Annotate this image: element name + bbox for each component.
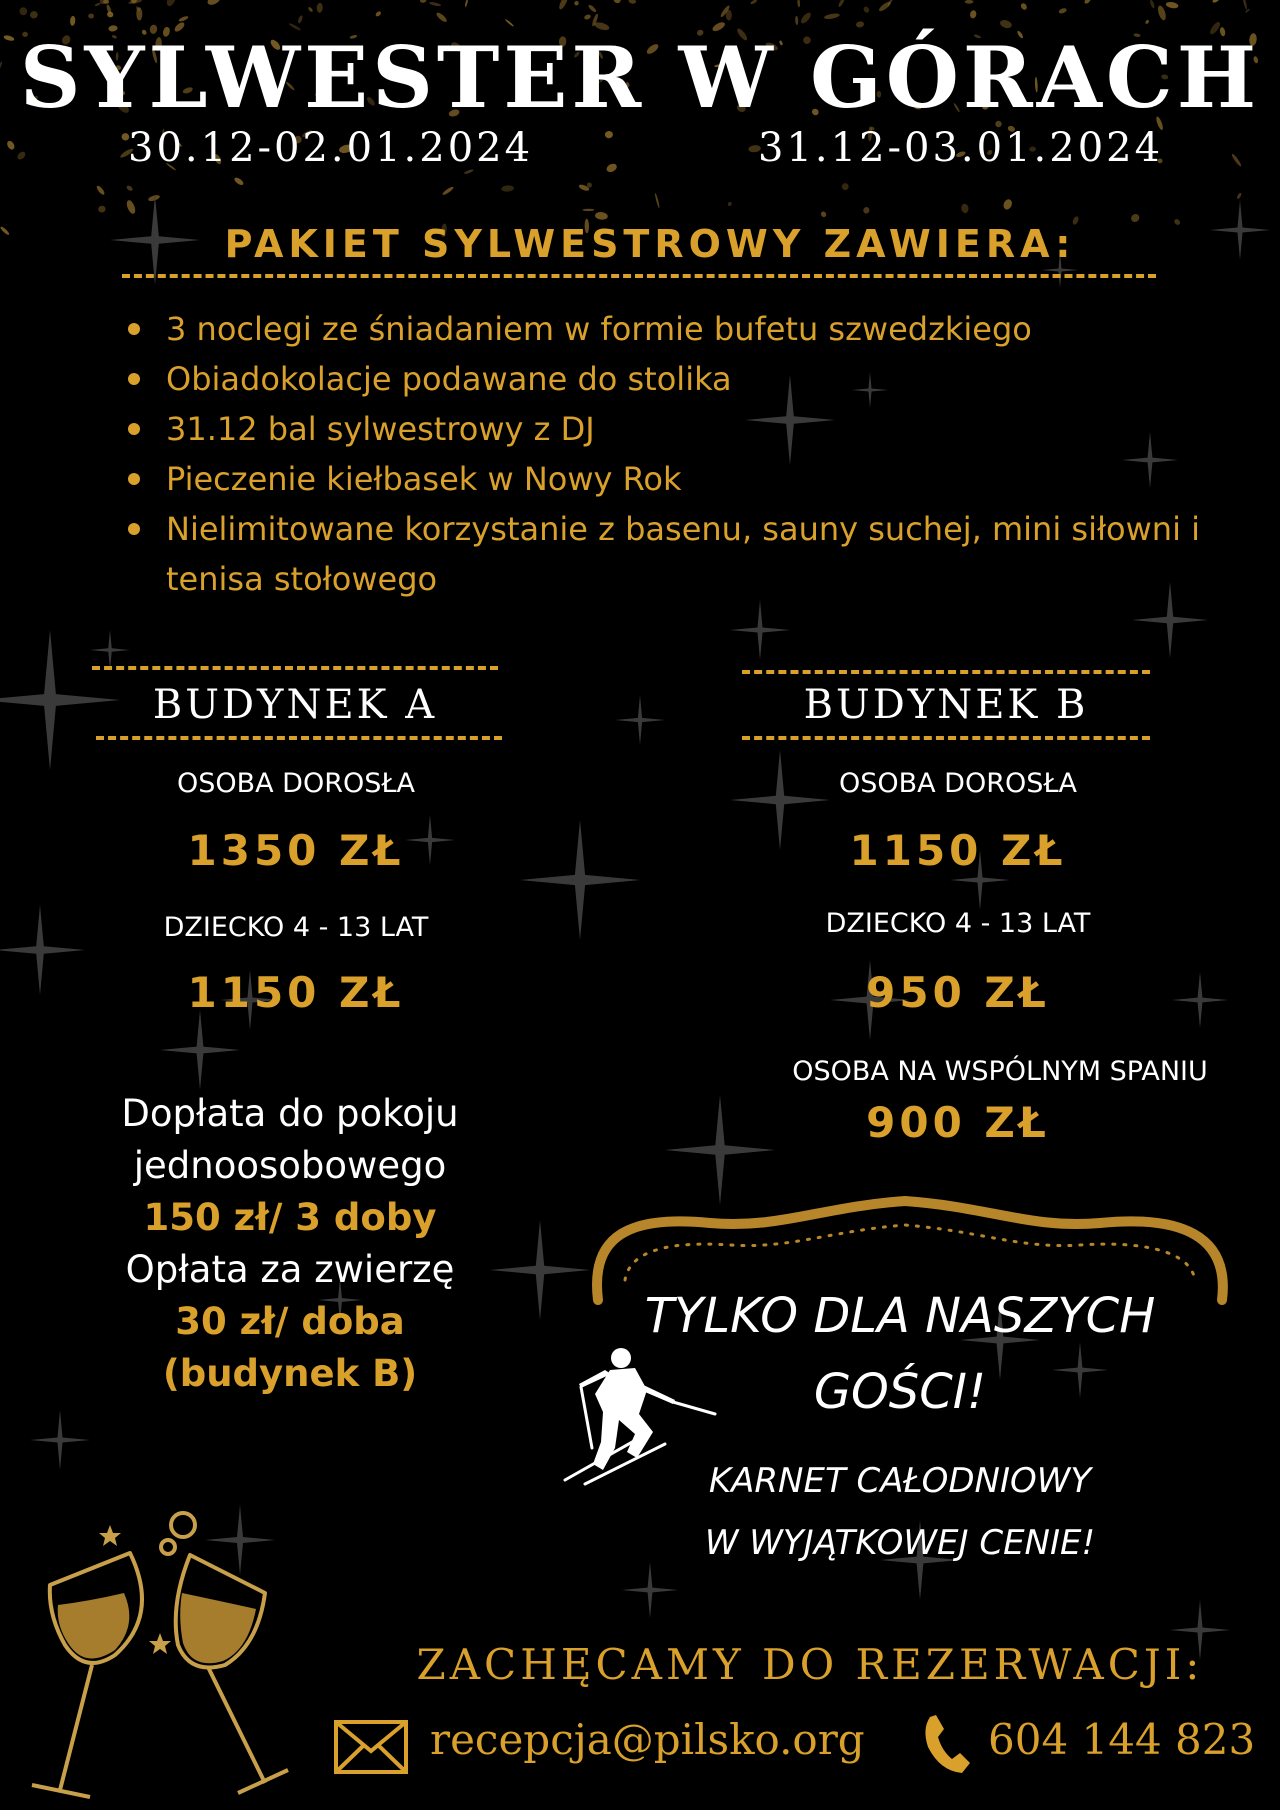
divider bbox=[122, 274, 1156, 278]
confetti-piece bbox=[95, 185, 105, 196]
list-item: Nielimitowane korzystanie z basenu, sauny suchej, mini siłowni i tenisa stołowego bbox=[128, 504, 1258, 604]
date-range-right: 31.12-03.01.2024 bbox=[758, 125, 1164, 171]
confetti-piece bbox=[128, 0, 142, 5]
confetti-piece bbox=[88, 13, 94, 18]
confetti-piece bbox=[838, 0, 846, 8]
confetti-piece bbox=[16, 150, 27, 161]
list-item: 31.12 bal sylwestrowy z DJ bbox=[128, 404, 1258, 454]
pet-fee-note: (budynek B) bbox=[162, 1352, 418, 1395]
confetti-piece bbox=[29, 11, 38, 20]
confetti-piece bbox=[824, 12, 840, 19]
confetti-piece bbox=[582, 209, 594, 211]
confetti-piece bbox=[727, 201, 732, 206]
divider bbox=[742, 670, 1150, 674]
confetti-piece bbox=[969, 10, 977, 19]
confetti-piece bbox=[960, 203, 969, 214]
confetti-piece bbox=[435, 11, 448, 23]
bullet bbox=[128, 523, 140, 535]
confetti-piece bbox=[1020, 2, 1028, 11]
confetti-piece bbox=[856, 21, 865, 28]
confetti-piece bbox=[505, 19, 515, 28]
star-icon bbox=[520, 820, 640, 940]
building-b-adult-label: OSOBA DOROSŁA bbox=[838, 768, 1078, 799]
confetti-piece bbox=[297, 15, 303, 24]
confetti-piece bbox=[863, 207, 870, 214]
divider bbox=[96, 736, 502, 740]
confetti-piece bbox=[797, 0, 800, 7]
surcharges bbox=[60, 1088, 520, 1400]
confetti-piece bbox=[1245, 8, 1250, 13]
confetti-piece bbox=[178, 15, 189, 22]
list-item: Pieczenie kiełbasek w Nowy Rok bbox=[128, 454, 1258, 504]
star-icon bbox=[30, 1410, 90, 1470]
confetti-piece bbox=[165, 0, 177, 8]
building-b-adult-price: 1150 ZŁ bbox=[849, 826, 1067, 875]
confetti-piece bbox=[464, 0, 468, 7]
skier-icon bbox=[555, 1340, 725, 1490]
confetti-piece bbox=[1156, 5, 1167, 21]
confetti-piece bbox=[6, 140, 16, 151]
confetti-piece bbox=[795, 16, 798, 26]
bullet bbox=[128, 323, 140, 335]
building-b-shared-price: 900 ZŁ bbox=[866, 1098, 1050, 1147]
confetti-piece bbox=[573, 0, 579, 6]
phone-link[interactable]: 604 144 823 bbox=[988, 1715, 1256, 1764]
confetti-piece bbox=[106, 11, 114, 18]
star-icon bbox=[730, 600, 790, 660]
star-icon bbox=[615, 695, 665, 745]
building-a-adult-price: 1350 ZŁ bbox=[187, 826, 405, 875]
confetti-piece bbox=[136, 7, 142, 20]
pet-fee-price: 30 zł/ doba bbox=[175, 1300, 405, 1343]
confetti-piece bbox=[841, 182, 850, 191]
confetti-piece bbox=[613, 0, 621, 4]
single-room-label: Dopłata do pokoju bbox=[121, 1092, 459, 1135]
star-icon bbox=[90, 630, 130, 670]
confetti-piece bbox=[94, 2, 101, 7]
confetti-piece bbox=[233, 176, 244, 186]
confetti-piece bbox=[126, 185, 134, 192]
confetti-piece bbox=[654, 193, 660, 209]
star-icon bbox=[0, 905, 85, 995]
confetti-piece bbox=[316, 3, 323, 13]
confetti-piece bbox=[98, 205, 106, 213]
star-icon bbox=[1172, 972, 1228, 1028]
confetti-piece bbox=[442, 186, 455, 196]
confetti-piece bbox=[1242, 0, 1248, 10]
building-b-child-label: DZIECKO 4 - 13 LAT bbox=[825, 908, 1091, 939]
reservation-heading: ZACHĘCAMY DO REZERWACJI: bbox=[416, 1640, 1204, 1689]
confetti-piece bbox=[429, 1, 442, 6]
confetti-piece bbox=[70, 16, 76, 26]
confetti-piece bbox=[583, 14, 591, 21]
confetti-piece bbox=[750, 0, 758, 5]
confetti-piece bbox=[375, 10, 382, 17]
single-room-price: 150 zł/ 3 doby bbox=[143, 1196, 437, 1239]
building-b-shared-label: OSOBA NA WSPÓLNYM SPANIU bbox=[792, 1056, 1208, 1087]
confetti-piece bbox=[820, 211, 827, 219]
confetti-piece bbox=[125, 199, 137, 215]
building-a-child-price: 1150 ZŁ bbox=[187, 968, 405, 1017]
single-room-label: jednoosobowego bbox=[133, 1144, 447, 1187]
bullet bbox=[128, 423, 140, 435]
envelope-icon bbox=[333, 1719, 409, 1775]
confetti-piece bbox=[307, 6, 313, 12]
package-heading: PAKIET SYLWESTROWY ZAWIERA: bbox=[224, 222, 1076, 266]
building-a-child-label: DZIECKO 4 - 13 LAT bbox=[163, 912, 429, 943]
confetti-piece bbox=[595, 211, 609, 220]
phone-icon bbox=[922, 1711, 972, 1775]
list-item: Obiadokolacje podawane do stolika bbox=[128, 354, 1258, 404]
confetti-piece bbox=[1058, 7, 1067, 14]
confetti-piece bbox=[19, 7, 27, 15]
date-range-left: 30.12-02.01.2024 bbox=[128, 125, 534, 171]
bullet bbox=[128, 473, 140, 485]
confetti-piece bbox=[862, 6, 870, 14]
building-a-adult-label: OSOBA DOROSŁA bbox=[176, 768, 416, 799]
building-b-child-price: 950 ZŁ bbox=[866, 968, 1050, 1017]
building-b-title: BUDYNEK B bbox=[803, 682, 1089, 728]
champagne-glasses-icon bbox=[20, 1505, 300, 1810]
confetti-piece bbox=[420, 0, 427, 3]
confetti-piece bbox=[206, 0, 222, 7]
confetti-piece bbox=[605, 131, 613, 139]
building-a-title: BUDYNEK A bbox=[152, 682, 438, 728]
confetti-piece bbox=[965, 0, 974, 4]
confetti-piece bbox=[1002, 198, 1014, 211]
confetti-piece bbox=[1212, 0, 1221, 4]
confetti-piece bbox=[628, 0, 636, 4]
bullet bbox=[128, 373, 140, 385]
confetti-piece bbox=[605, 162, 618, 174]
pet-fee-label: Opłata za zwierzę bbox=[125, 1248, 455, 1291]
confetti-piece bbox=[148, 194, 161, 202]
confetti-piece bbox=[1231, 153, 1243, 167]
confetti-piece bbox=[1145, 19, 1150, 24]
promo-subtitle: KARNET CAŁODNIOWY W WYJĄTKOWEJ CENIE! bbox=[704, 1461, 1096, 1563]
confetti-piece bbox=[1236, 192, 1242, 199]
list-item: 3 noclegi ze śniadaniem w formie bufetu szwedzkiego bbox=[128, 304, 1258, 354]
email-link[interactable]: recepcja@pilsko.org bbox=[430, 1715, 865, 1764]
confetti-piece bbox=[1149, 0, 1155, 9]
package-list bbox=[128, 304, 1258, 604]
page-title: SYLWESTER W GÓRACH bbox=[19, 28, 1261, 127]
divider bbox=[742, 736, 1150, 740]
confetti-piece bbox=[501, 185, 514, 192]
confetti-piece bbox=[587, 4, 597, 13]
promo-title: TYLKO DLA NASZYCH GOŚCI! bbox=[644, 1288, 1156, 1420]
star-icon bbox=[160, 1010, 240, 1090]
divider bbox=[92, 666, 498, 670]
confetti-piece bbox=[1083, 0, 1091, 5]
confetti-piece bbox=[799, 11, 812, 25]
confetti-piece bbox=[558, 0, 570, 10]
confetti-piece bbox=[1165, 1, 1178, 9]
